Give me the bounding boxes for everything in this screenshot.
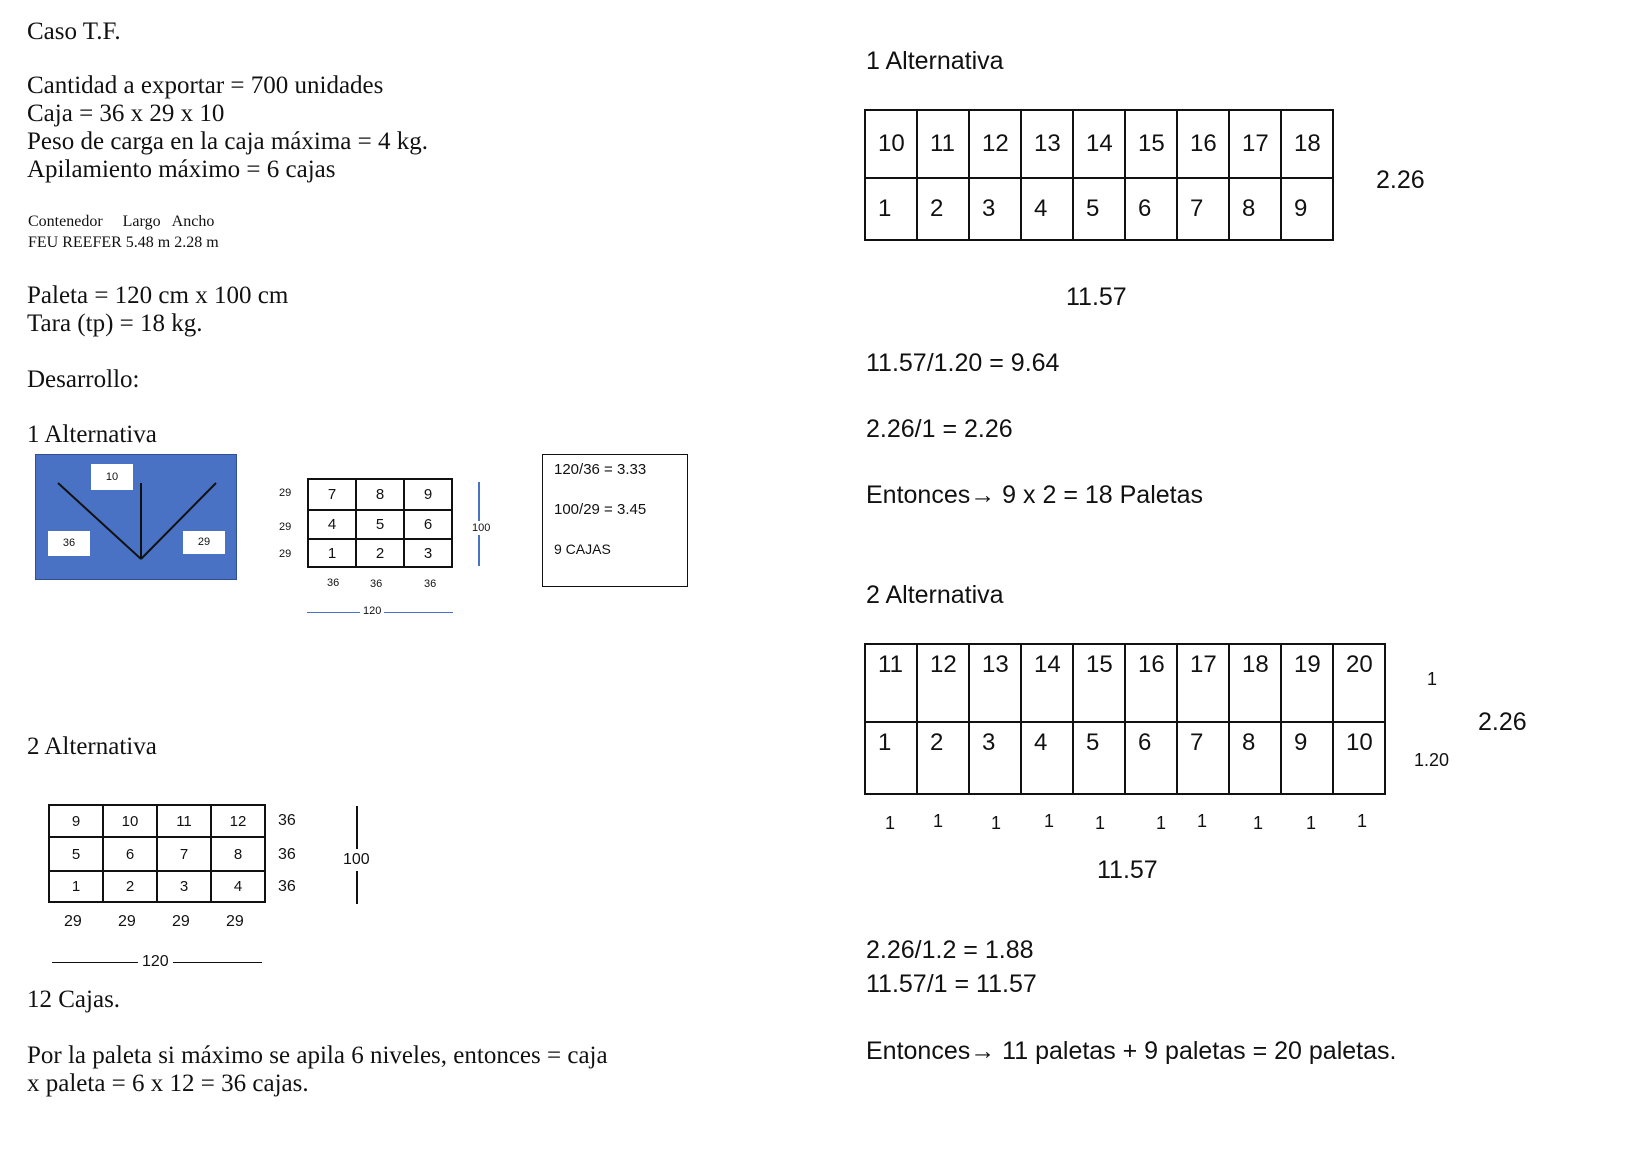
alt2-result: Entonces→ 11 paletas + 9 paletas = 20 paletas. bbox=[866, 1037, 1397, 1065]
calc-line: 100/29 = 3.45 bbox=[554, 501, 647, 518]
container-row: FEU REEFER 5.48 m 2.28 m bbox=[28, 234, 219, 251]
grid-cell: 15 bbox=[1073, 644, 1125, 722]
grid-cell: 10 bbox=[103, 805, 157, 837]
alt2-calc-2: 11.57/1 = 11.57 bbox=[866, 970, 1037, 998]
grid-cell: 3 bbox=[969, 722, 1021, 794]
alt2-width-label: 120 bbox=[138, 953, 173, 971]
alt1-col-label: 36 bbox=[327, 577, 340, 589]
alt1-pallet-grid bbox=[307, 478, 453, 568]
alt2-row-label-top: 1 bbox=[1427, 669, 1438, 689]
alt2-row-label: 36 bbox=[278, 812, 296, 829]
table-row bbox=[49, 837, 265, 871]
right-alt1-heading: 1 Alternativa bbox=[866, 47, 1004, 75]
grid-cell: 5 bbox=[49, 837, 103, 871]
given-line-3: Peso de carga en la caja máxima = 4 kg. bbox=[27, 128, 428, 155]
alt2-width-value: 2.26 bbox=[1478, 708, 1527, 736]
alt2-pallet-grid bbox=[48, 804, 266, 903]
table-row bbox=[308, 510, 452, 539]
grid-cell: 1 bbox=[49, 871, 103, 902]
alt2-container-layout bbox=[864, 643, 1386, 795]
grid-cell: 9 bbox=[1281, 178, 1333, 240]
grid-cell: 3 bbox=[404, 539, 452, 567]
alt1-container-layout bbox=[864, 109, 1334, 241]
grid-cell: 9 bbox=[404, 479, 452, 510]
calc-line: 120/36 = 3.33 bbox=[554, 461, 647, 478]
table-row bbox=[308, 539, 452, 567]
grid-cell: 13 bbox=[1021, 110, 1073, 178]
alt2-col-label: 1 bbox=[1253, 813, 1264, 833]
conclusion-line-2: x paleta = 6 x 12 = 36 cajas. bbox=[27, 1070, 309, 1097]
grid-cell: 17 bbox=[1177, 644, 1229, 722]
case-title: Caso T.F. bbox=[27, 18, 121, 45]
alt2-col-label: 1 bbox=[1357, 811, 1368, 831]
alt1-height-label: 100 bbox=[472, 522, 491, 534]
grid-cell: 3 bbox=[157, 871, 211, 902]
grid-cell: 2 bbox=[917, 178, 969, 240]
grid-cell: 7 bbox=[1177, 178, 1229, 240]
alt2-calc-1: 2.26/1.2 = 1.88 bbox=[866, 936, 1034, 964]
conclusion-line-1: Por la paleta si máximo se apila 6 niveles, entonces = caja bbox=[27, 1042, 608, 1069]
grid-cell: 6 bbox=[1125, 178, 1177, 240]
alt1-row-label: 29 bbox=[279, 487, 292, 499]
left-alt1-heading: 1 Alternativa bbox=[27, 421, 157, 448]
grid-cell: 7 bbox=[308, 479, 356, 510]
grid-cell: 2 bbox=[917, 722, 969, 794]
grid-cell: 18 bbox=[1229, 644, 1281, 722]
grid-cell: 17 bbox=[1229, 110, 1281, 178]
right-alt2-heading: 2 Alternativa bbox=[866, 581, 1004, 609]
grid-cell: 2 bbox=[103, 871, 157, 902]
box-top-label: 10 bbox=[91, 464, 133, 490]
given-line-4: Apilamiento máximo = 6 cajas bbox=[27, 156, 336, 183]
grid-cell: 6 bbox=[404, 510, 452, 539]
grid-cell: 10 bbox=[865, 110, 917, 178]
box-left-label: 36 bbox=[48, 531, 90, 556]
grid-cell: 7 bbox=[1177, 722, 1229, 794]
grid-cell: 12 bbox=[917, 644, 969, 722]
left-alt2-heading: 2 Alternativa bbox=[27, 733, 157, 760]
table-row bbox=[49, 871, 265, 902]
alt2-col-label: 29 bbox=[226, 913, 244, 930]
grid-cell: 20 bbox=[1333, 644, 1385, 722]
alt1-result: Entonces→ 9 x 2 = 18 Paletas bbox=[866, 481, 1204, 509]
grid-cell: 14 bbox=[1021, 644, 1073, 722]
alt1-calc-1: 11.57/1.20 = 9.64 bbox=[866, 349, 1060, 377]
container-header: Contenedor Largo Ancho bbox=[28, 213, 215, 230]
alt1-width-value: 2.26 bbox=[1376, 166, 1425, 194]
alt2-row-label: 36 bbox=[278, 878, 296, 895]
table-row bbox=[865, 178, 1333, 240]
alt1-calc-2: 2.26/1 = 2.26 bbox=[866, 415, 1013, 443]
grid-cell: 1 bbox=[865, 722, 917, 794]
alt1-row-label: 29 bbox=[279, 548, 292, 560]
grid-cell: 1 bbox=[865, 178, 917, 240]
pallet-size: Paleta = 120 cm x 100 cm bbox=[27, 282, 289, 309]
table-row bbox=[308, 479, 452, 510]
grid-cell: 12 bbox=[211, 805, 265, 837]
grid-cell: 4 bbox=[211, 871, 265, 902]
grid-cell: 5 bbox=[1073, 722, 1125, 794]
alt1-length-value: 11.57 bbox=[1066, 283, 1127, 311]
alt2-row-label: 36 bbox=[278, 846, 296, 863]
alt2-col-label: 1 bbox=[1044, 811, 1055, 831]
grid-cell: 3 bbox=[969, 178, 1021, 240]
alt2-col-label: 29 bbox=[118, 913, 136, 930]
alt2-col-label: 1 bbox=[1156, 813, 1167, 833]
grid-cell: 11 bbox=[917, 110, 969, 178]
pallet-tare: Tara (tp) = 18 kg. bbox=[27, 310, 203, 337]
alt2-length-value: 11.57 bbox=[1097, 856, 1158, 884]
grid-cell: 8 bbox=[211, 837, 265, 871]
alt2-col-label: 1 bbox=[1306, 813, 1317, 833]
alt2-col-label: 29 bbox=[64, 913, 82, 930]
grid-cell: 5 bbox=[1073, 178, 1125, 240]
table-row bbox=[865, 644, 1385, 722]
grid-cell: 12 bbox=[969, 110, 1021, 178]
alt2-row-label-bottom: 1.20 bbox=[1414, 750, 1450, 770]
grid-cell: 11 bbox=[157, 805, 211, 837]
given-line-2: Caja = 36 x 29 x 10 bbox=[27, 100, 225, 127]
grid-cell: 16 bbox=[1177, 110, 1229, 178]
grid-cell: 4 bbox=[308, 510, 356, 539]
table-row bbox=[49, 805, 265, 837]
grid-cell: 8 bbox=[356, 479, 404, 510]
alt1-col-label: 36 bbox=[424, 578, 437, 590]
table-row bbox=[865, 722, 1385, 794]
alt1-row-label: 29 bbox=[279, 521, 292, 533]
grid-cell: 6 bbox=[1125, 722, 1177, 794]
grid-cell: 1 bbox=[308, 539, 356, 567]
alt2-result: 12 Cajas. bbox=[27, 986, 121, 1013]
calc-line: 9 CAJAS bbox=[554, 541, 611, 557]
grid-cell: 15 bbox=[1125, 110, 1177, 178]
grid-cell: 7 bbox=[157, 837, 211, 871]
grid-cell: 9 bbox=[1281, 722, 1333, 794]
grid-cell: 14 bbox=[1073, 110, 1125, 178]
grid-cell: 11 bbox=[865, 644, 917, 722]
alt2-col-label: 1 bbox=[885, 813, 896, 833]
alt2-col-label: 1 bbox=[991, 813, 1002, 833]
alt2-col-label: 29 bbox=[172, 913, 190, 930]
table-row bbox=[865, 110, 1333, 178]
grid-cell: 2 bbox=[356, 539, 404, 567]
grid-cell: 9 bbox=[49, 805, 103, 837]
alt2-col-label: 1 bbox=[933, 811, 944, 831]
grid-cell: 4 bbox=[1021, 178, 1073, 240]
box-diagram-lines bbox=[36, 455, 238, 581]
alt2-col-label: 1 bbox=[1095, 813, 1106, 833]
grid-cell: 8 bbox=[1229, 722, 1281, 794]
alt1-width-label: 120 bbox=[360, 605, 384, 617]
alt1-col-label: 36 bbox=[370, 578, 383, 590]
box-diagram bbox=[35, 454, 237, 580]
grid-cell: 6 bbox=[103, 837, 157, 871]
alt2-col-label: 1 bbox=[1197, 811, 1208, 831]
alt1-calc-box bbox=[542, 454, 688, 587]
box-right-label: 29 bbox=[183, 531, 225, 554]
grid-cell: 8 bbox=[1229, 178, 1281, 240]
development-heading: Desarrollo: bbox=[27, 366, 140, 393]
grid-cell: 19 bbox=[1281, 644, 1333, 722]
alt2-height-label: 100 bbox=[343, 849, 370, 871]
grid-cell: 16 bbox=[1125, 644, 1177, 722]
grid-cell: 18 bbox=[1281, 110, 1333, 178]
grid-cell: 10 bbox=[1333, 722, 1385, 794]
grid-cell: 13 bbox=[969, 644, 1021, 722]
grid-cell: 5 bbox=[356, 510, 404, 539]
given-line-1: Cantidad a exportar = 700 unidades bbox=[27, 72, 384, 99]
grid-cell: 4 bbox=[1021, 722, 1073, 794]
